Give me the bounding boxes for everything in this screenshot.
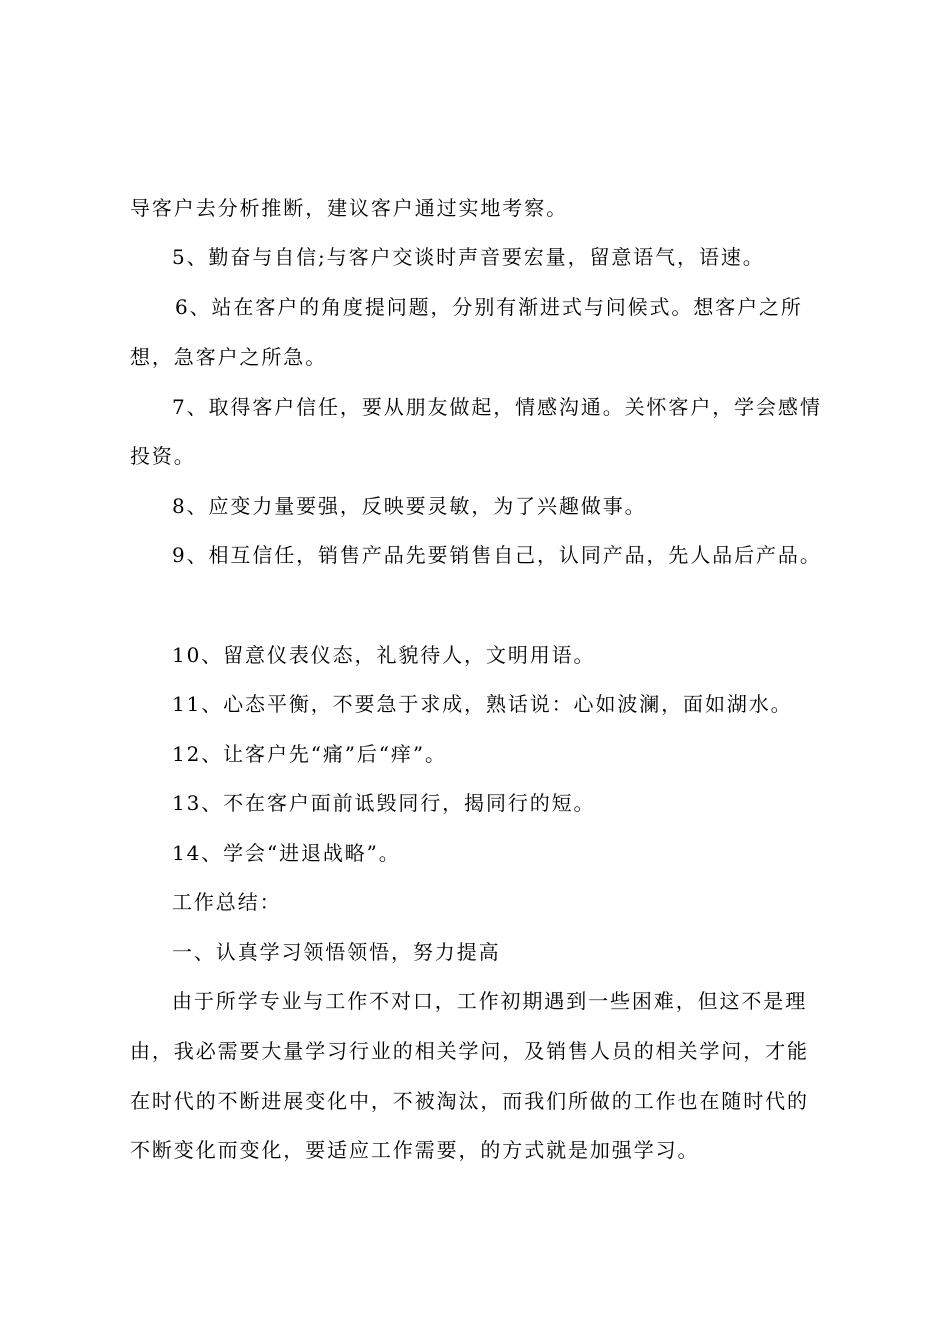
list-item: 14、学会“进退战略”。 <box>172 841 401 865</box>
list-item: 11、心态平衡，不要急于求成，熟话说：心如波澜，面如湖水。 <box>172 692 793 716</box>
text-line: 由，我必需要大量学习行业的相关学问，及销售人员的相关学问，才能 <box>130 1039 809 1063</box>
list-item: 10、留意仪表仪态，礼貌待人，文明用语。 <box>172 643 596 667</box>
list-item: 6、站在客户的角度提问题，分别有渐进式与问候式。想客户之所 <box>175 295 803 319</box>
list-item: 13、不在客户面前诋毁同行，揭同行的短。 <box>172 791 596 815</box>
list-item: 12、让客户先“痛”后“痒”。 <box>172 742 447 766</box>
list-item: 5、勤奋与自信;与客户交谈时声音要宏量，留意语气，语速。 <box>172 245 765 269</box>
text-line: 不断变化而变化，要适应工作需要，的方式就是加强学习。 <box>130 1138 700 1162</box>
list-item: 7、取得客户信任，要从朋友做起，情感沟通。关怀客户，学会感情 <box>172 395 822 419</box>
text-line: 由于所学专业与工作不对口，工作初期遇到一些困难，但这不是理 <box>172 989 808 1013</box>
section-heading: 一、认真学习领悟领悟，努力提高 <box>172 940 501 964</box>
section-heading: 工作总结： <box>172 890 282 914</box>
text-line: 导客户去分析推断，建议客户通过实地考察。 <box>130 196 568 220</box>
list-item: 8、应变力量要强，反映要灵敏，为了兴趣做事。 <box>172 494 647 518</box>
text-line: 想，急客户之所急。 <box>130 345 328 369</box>
list-item: 9、相互信任，销售产品先要销售自己，认同产品，先人品后产品。 <box>172 543 822 567</box>
text-line: 投资。 <box>130 444 196 468</box>
text-line: 在时代的不断进展变化中，不被淘汰，而我们所做的工作也在随时代的 <box>130 1089 809 1113</box>
